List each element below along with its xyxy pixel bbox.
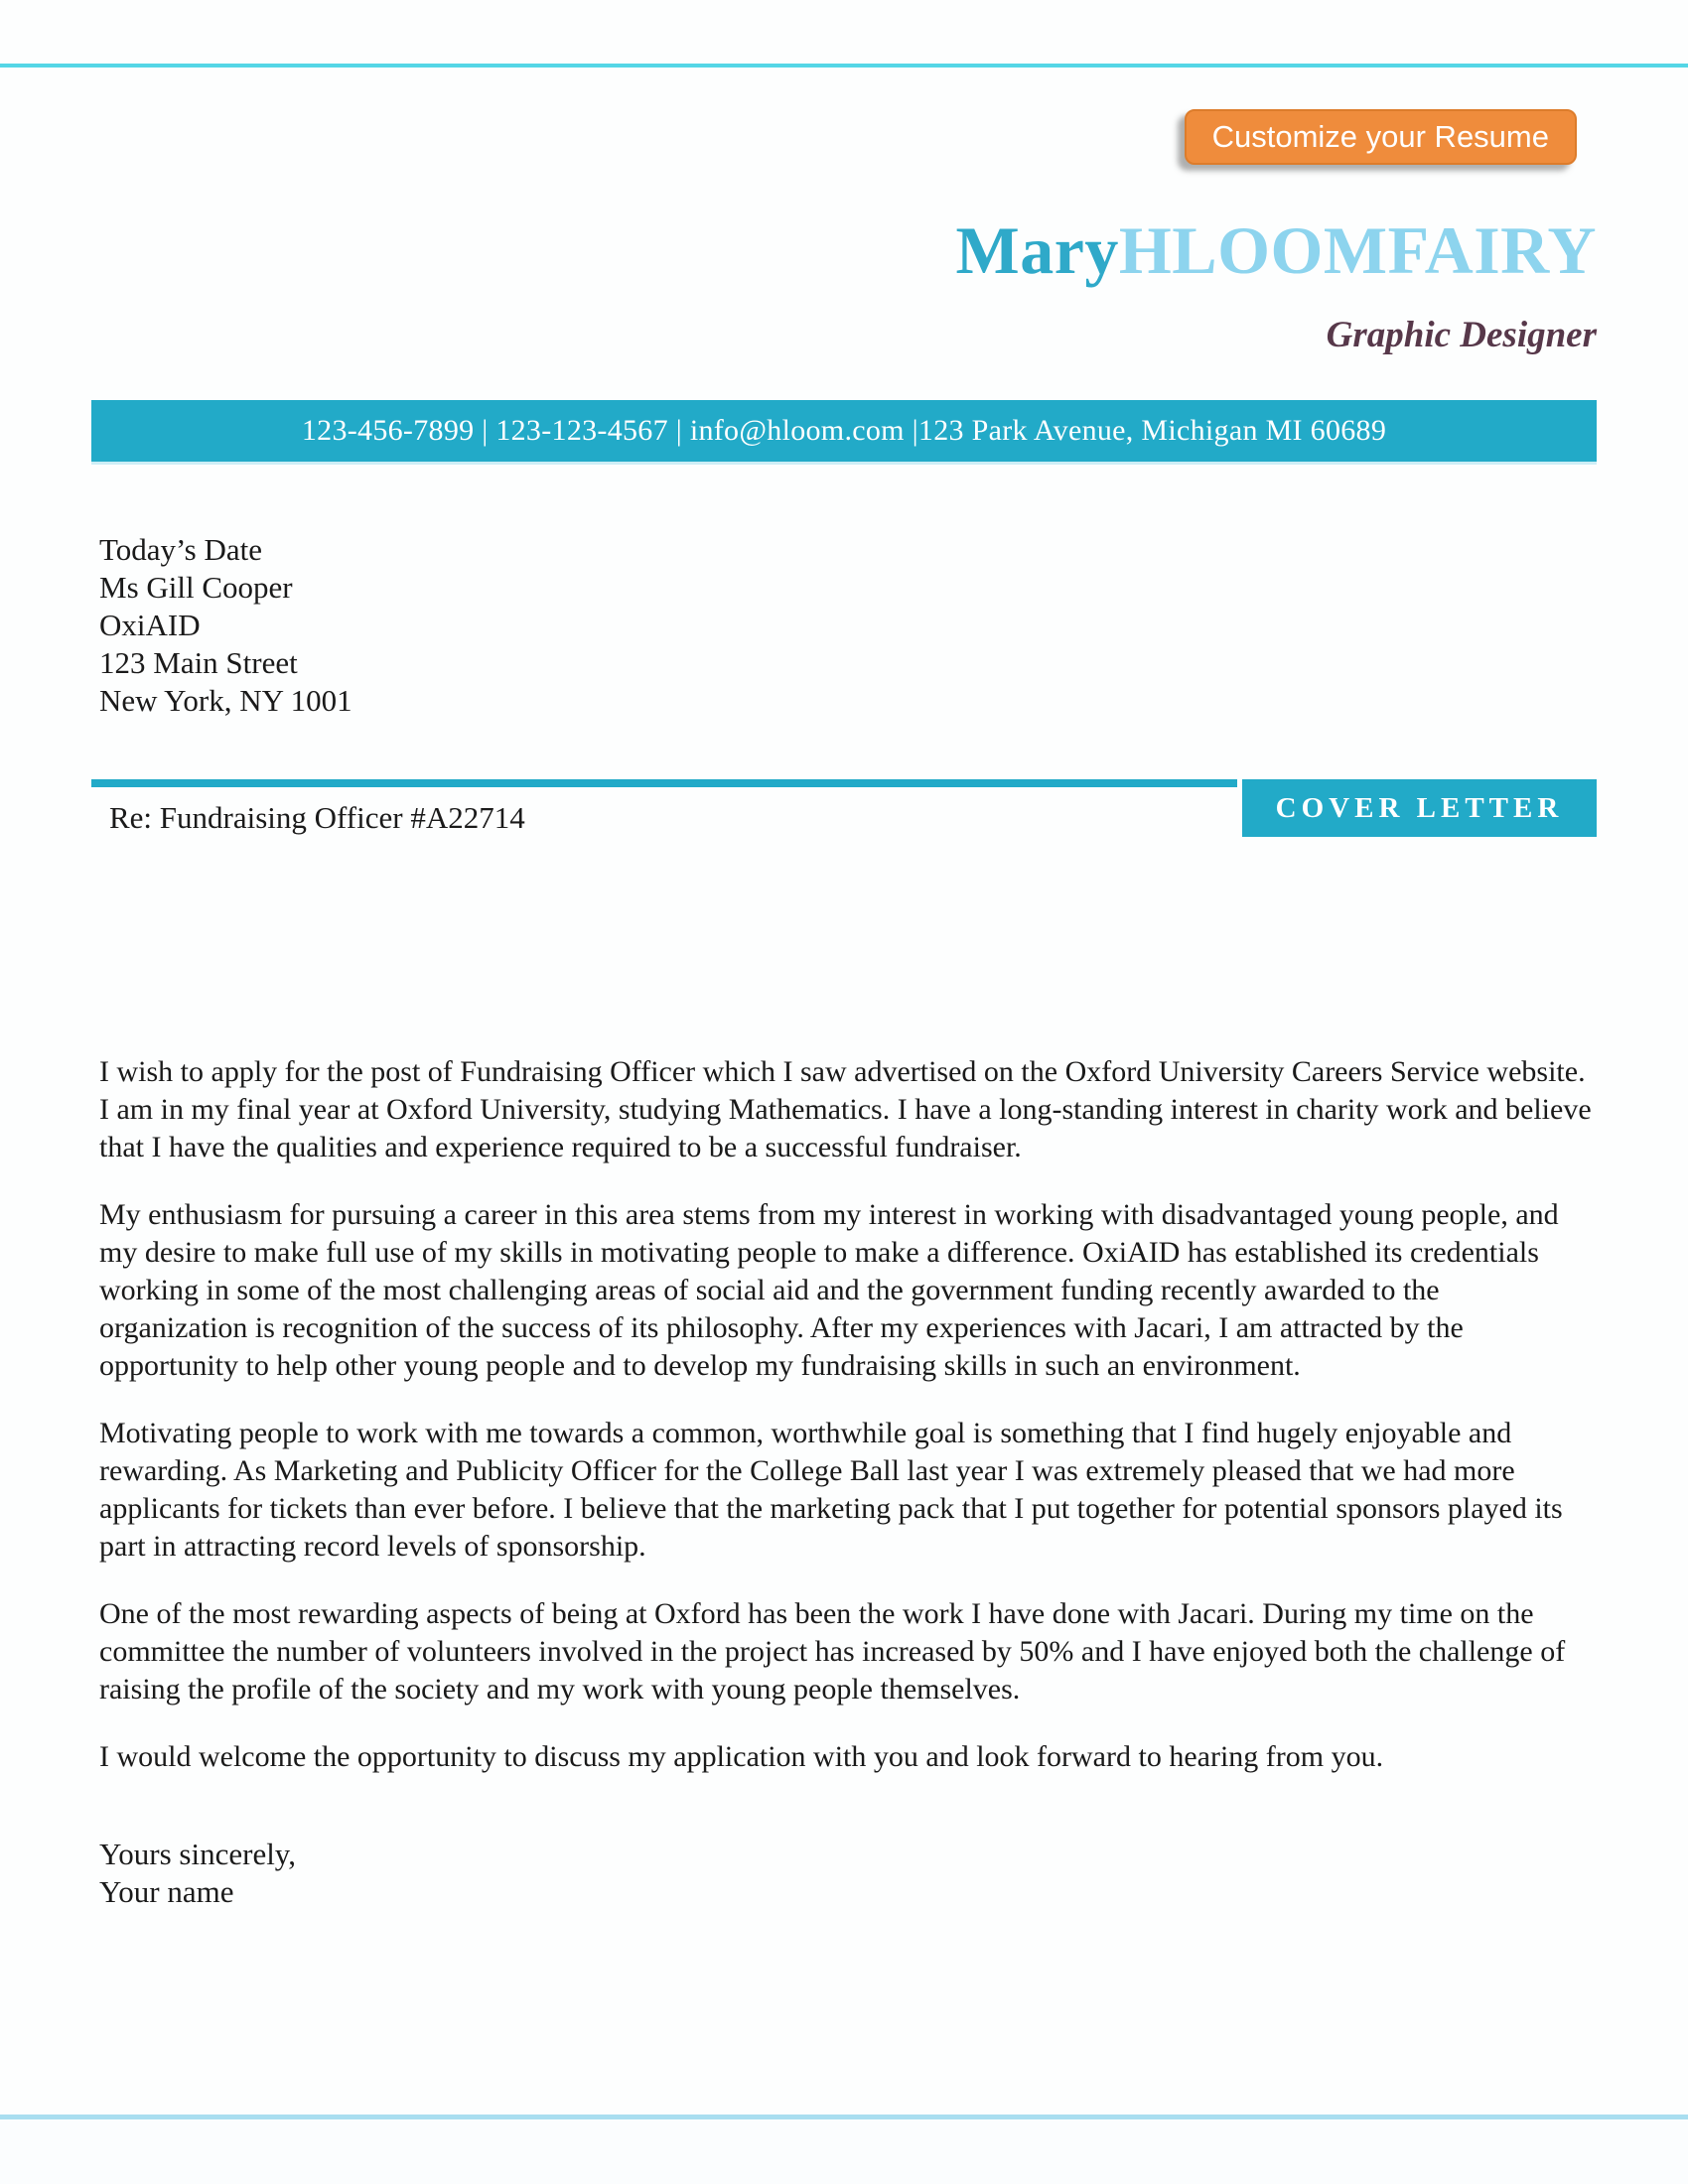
closing-block	[99, 1836, 1688, 1911]
customize-resume-button[interactable]: Customize your Resume	[1185, 109, 1577, 165]
candidate-last-name: HLOOMFAIRY	[1118, 212, 1597, 288]
contact-info-bar: 123-456-7899 | 123-123-4567 | info@hloom.com |123 Park Avenue, Michigan MI 60689	[91, 400, 1597, 462]
subject-row	[91, 779, 1597, 837]
letter-body	[99, 1053, 1594, 1776]
recipient-line: OxiAID	[99, 608, 201, 643]
bottom-accent-line	[0, 2115, 1688, 2119]
footer-area	[0, 2119, 1688, 2184]
cover-letter-badge: COVER LETTER	[1242, 779, 1597, 837]
recipient-line: Ms Gill Cooper	[99, 570, 293, 606]
body-paragraph: I would welcome the opportunity to discuss my application with you and look forward to hearing from you.	[99, 1740, 1384, 1774]
candidate-first-name: Mary	[955, 212, 1119, 288]
recipient-line: New York, NY 1001	[99, 683, 352, 719]
recipient-line: Today’s Date	[99, 532, 262, 568]
subject-divider-rule	[91, 779, 1237, 787]
candidate-name	[0, 212, 1597, 288]
subject-line: Re: Fundraising Officer #A22714	[109, 800, 525, 836]
body-paragraph: One of the most rewarding aspects of being at Oxford has been the work I have done with Jacari. During my time on the committee the number of volunteers involved in the project has increased by 50% and I have enjoyed both the challenge of raising the profile of the society and my work with young people themselves.	[99, 1597, 1566, 1706]
letter-header	[0, 0, 1688, 357]
body-paragraph: I wish to apply for the post of Fundraising Officer which I saw advertised on the Oxford University Careers Service website. I am in my final year at Oxford University, studying Mathematics. I have a long-standing interest in charity work and believe that I have the qualities and experience required to be a successful fundraiser.	[99, 1055, 1592, 1164]
recipient-block	[99, 531, 1688, 720]
body-paragraph: My enthusiasm for pursuing a career in this area stems from my interest in working with disadvantaged young people, and my desire to make full use of my skills in motivating people to make a difference. OxiAID has established its credentials working in some of the most challenging areas of social aid and the government funding recently awarded to the organization is recognition of the success of its philosophy. After my experiences with Jacari, I am attracted by the opportunity to help other young people and to develop my fundraising skills in such an environment.	[99, 1198, 1559, 1383]
job-title: Graphic Designer	[1326, 315, 1597, 355]
closing-line: Your name	[99, 1874, 234, 1910]
recipient-line: 123 Main Street	[99, 645, 298, 681]
top-accent-line	[0, 64, 1688, 68]
closing-line: Yours sincerely,	[99, 1837, 297, 1872]
body-paragraph: Motivating people to work with me towards a common, worthwhile goal is something that I find hugely enjoyable and rewarding. As Marketing and Publicity Officer for the College Ball last year I was extremely pleased that we had more applicants for tickets than ever before. I believe that the marketing pack that I put together for potential sponsors played its part in attracting record levels of sponsorship.	[99, 1417, 1563, 1564]
